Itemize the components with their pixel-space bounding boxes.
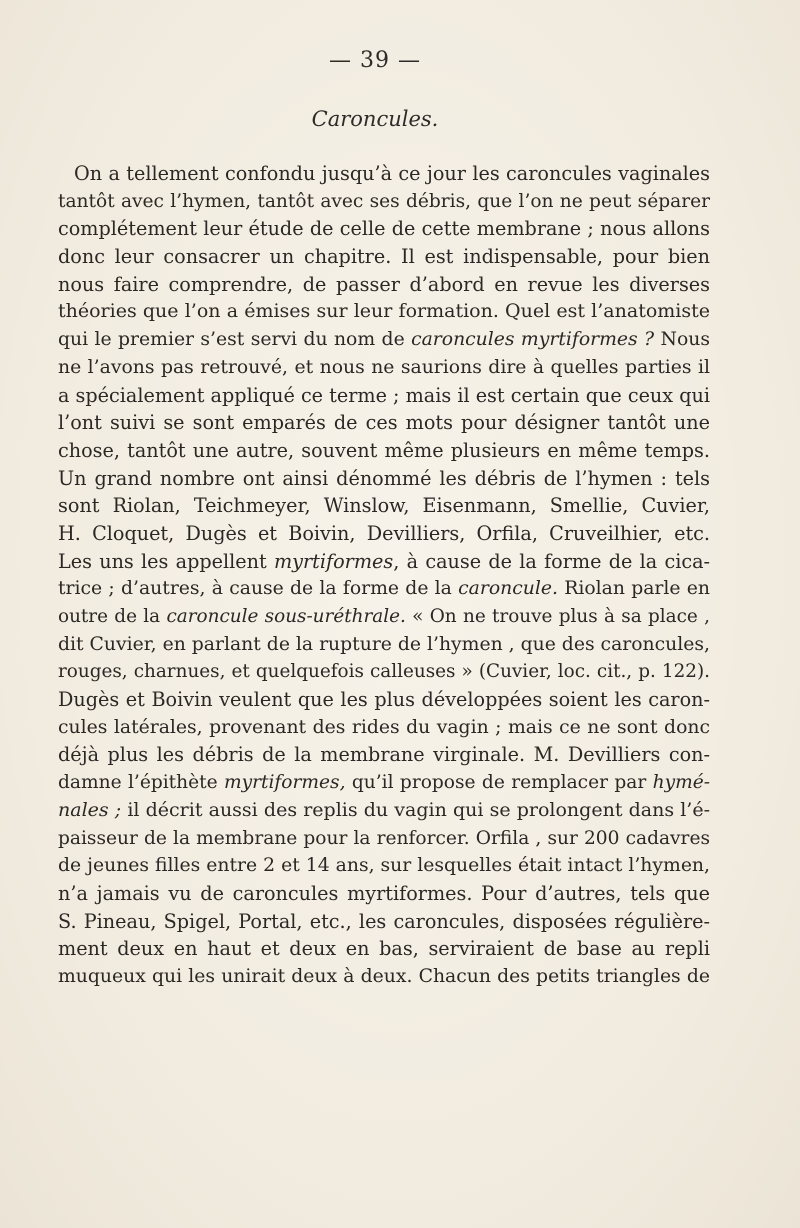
text-run: ne l’avons pas retrouvé, et nous ne saurions dire à quelles parties il	[58, 356, 710, 378]
text-line	[58, 465, 710, 493]
text-line	[58, 382, 710, 410]
text-run: théories que l’on a émises sur leur formation. Quel est l’anatomiste	[58, 300, 710, 323]
text-run: déjà plus les débris de la membrane virginale. M. Devilliers con-	[58, 743, 710, 767]
italic-text: caroncule sous-uréthrale.	[166, 606, 406, 627]
text-line	[58, 437, 710, 465]
text-line	[58, 880, 710, 908]
text-line	[58, 769, 710, 797]
text-line	[58, 825, 710, 853]
text-run: On a tellement confondu jusqu’à ce jour les caroncules vaginales	[74, 162, 710, 185]
text-run: Dugès et Boivin veulent que les plus développées soient les caron-	[58, 688, 710, 712]
text-run: tantôt avec l’hymen, tantôt avec ses débris, que l’on ne peut séparer	[58, 190, 710, 212]
text-run: paisseur de la membrane pour la renforcer. Orfila , sur 200 cadavres	[58, 827, 710, 849]
text-line	[58, 492, 710, 520]
text-line	[58, 852, 710, 880]
text-run: rouges, charnues, et quelquefois calleuses » (Cuvier, loc. cit., p. 122).	[58, 661, 710, 683]
text-line	[58, 326, 710, 354]
text-run: chose, tantôt une autre, souvent même plusieurs en même temps.	[58, 438, 710, 462]
text-line	[58, 243, 710, 271]
text-line	[58, 575, 710, 603]
text-run: muqueux qui les unirait deux à deux. Chacun des petits triangles de	[58, 965, 710, 987]
text-run: n’a jamais vu de caroncules myrtiformes. Pour d’autres, tels que	[58, 881, 710, 905]
text-line	[58, 603, 710, 631]
text-line	[58, 409, 710, 437]
text-run: trice ; d’autres, à cause de la forme de la	[58, 578, 459, 600]
text-run: qui le premier s’est servi du nom de	[58, 329, 412, 351]
italic-text: caroncule.	[458, 578, 558, 600]
text-line	[58, 908, 710, 936]
text-line	[58, 741, 710, 769]
text-line	[58, 686, 710, 714]
text-run: H. Cloquet, Dugès et Boivin, Devilliers, Orfila, Cruveilhier, etc.	[58, 521, 710, 545]
text-run: l’ont suivi se sont emparés de ces mots pour désigner tantôt une	[58, 411, 710, 435]
text-line	[58, 160, 710, 188]
text-line	[58, 298, 710, 326]
text-run: ment deux en haut et deux en bas, serviraient de base au repli	[58, 937, 710, 961]
page-number: — 39 —	[329, 48, 421, 73]
text-line	[58, 714, 710, 742]
text-run: Les uns les appellent	[58, 549, 274, 573]
text-run: Nous	[654, 329, 710, 351]
body-text	[58, 160, 710, 991]
text-run: Riolan parle en	[557, 578, 710, 600]
text-line	[58, 520, 710, 548]
text-run: , à cause de la forme de la cica-	[393, 549, 711, 573]
text-run: il décrit aussi des replis du vagin qui se prolongent dans l’é-	[121, 798, 711, 821]
italic-text: nales ;	[58, 798, 122, 821]
text-run: dit Cuvier, en parlant de la rupture de l’hymen , que des caroncules,	[58, 633, 710, 655]
italic-text: myrtiformes	[273, 549, 394, 573]
section-title: Caroncules.	[311, 107, 439, 131]
italic-text: caroncules myrtiformes ?	[411, 329, 655, 351]
text-run: complétement leur étude de celle de cette membrane ; nous allons	[58, 217, 710, 241]
text-line	[58, 963, 710, 991]
text-run: outre de la	[58, 606, 167, 627]
text-run: donc leur consacrer un chapitre. Il est indispensable, pour bien	[58, 245, 710, 269]
text-line	[58, 354, 710, 382]
italic-text: hymé-	[652, 772, 710, 794]
text-line	[58, 188, 710, 216]
text-run: S. Pineau, Spigel, Portal, etc., les caroncules, disposées régulière-	[58, 909, 710, 933]
text-line	[58, 631, 710, 659]
italic-text: myrtiformes,	[223, 772, 346, 794]
text-run: sont Riolan, Teichmeyer, Winslow, Eisenmann, Smellie, Cuvier,	[58, 494, 710, 518]
text-line	[58, 658, 710, 686]
text-line	[58, 935, 710, 963]
text-run: damne l’épithète	[58, 772, 224, 794]
text-run: de jeunes filles entre 2 et 14 ans, sur lesquelles était intact l’hymen,	[58, 855, 710, 877]
text-line	[58, 797, 710, 825]
text-run: cules latérales, provenant des rides du vagin ; mais ce ne sont donc	[58, 716, 710, 738]
text-run: « On ne trouve plus à sa place ,	[405, 606, 710, 627]
text-line	[58, 271, 710, 299]
text-run: Un grand nombre ont ainsi dénommé les débris de l’hymen : tels	[58, 466, 710, 490]
text-line	[58, 215, 710, 243]
text-line	[58, 548, 710, 576]
text-run: a spécialement appliqué ce terme ; mais il est certain que ceux qui	[58, 383, 710, 407]
text-run: nous faire comprendre, de passer d’abord en revue les diverses	[58, 272, 710, 296]
text-run: qu’il propose de remplacer par	[345, 772, 653, 794]
